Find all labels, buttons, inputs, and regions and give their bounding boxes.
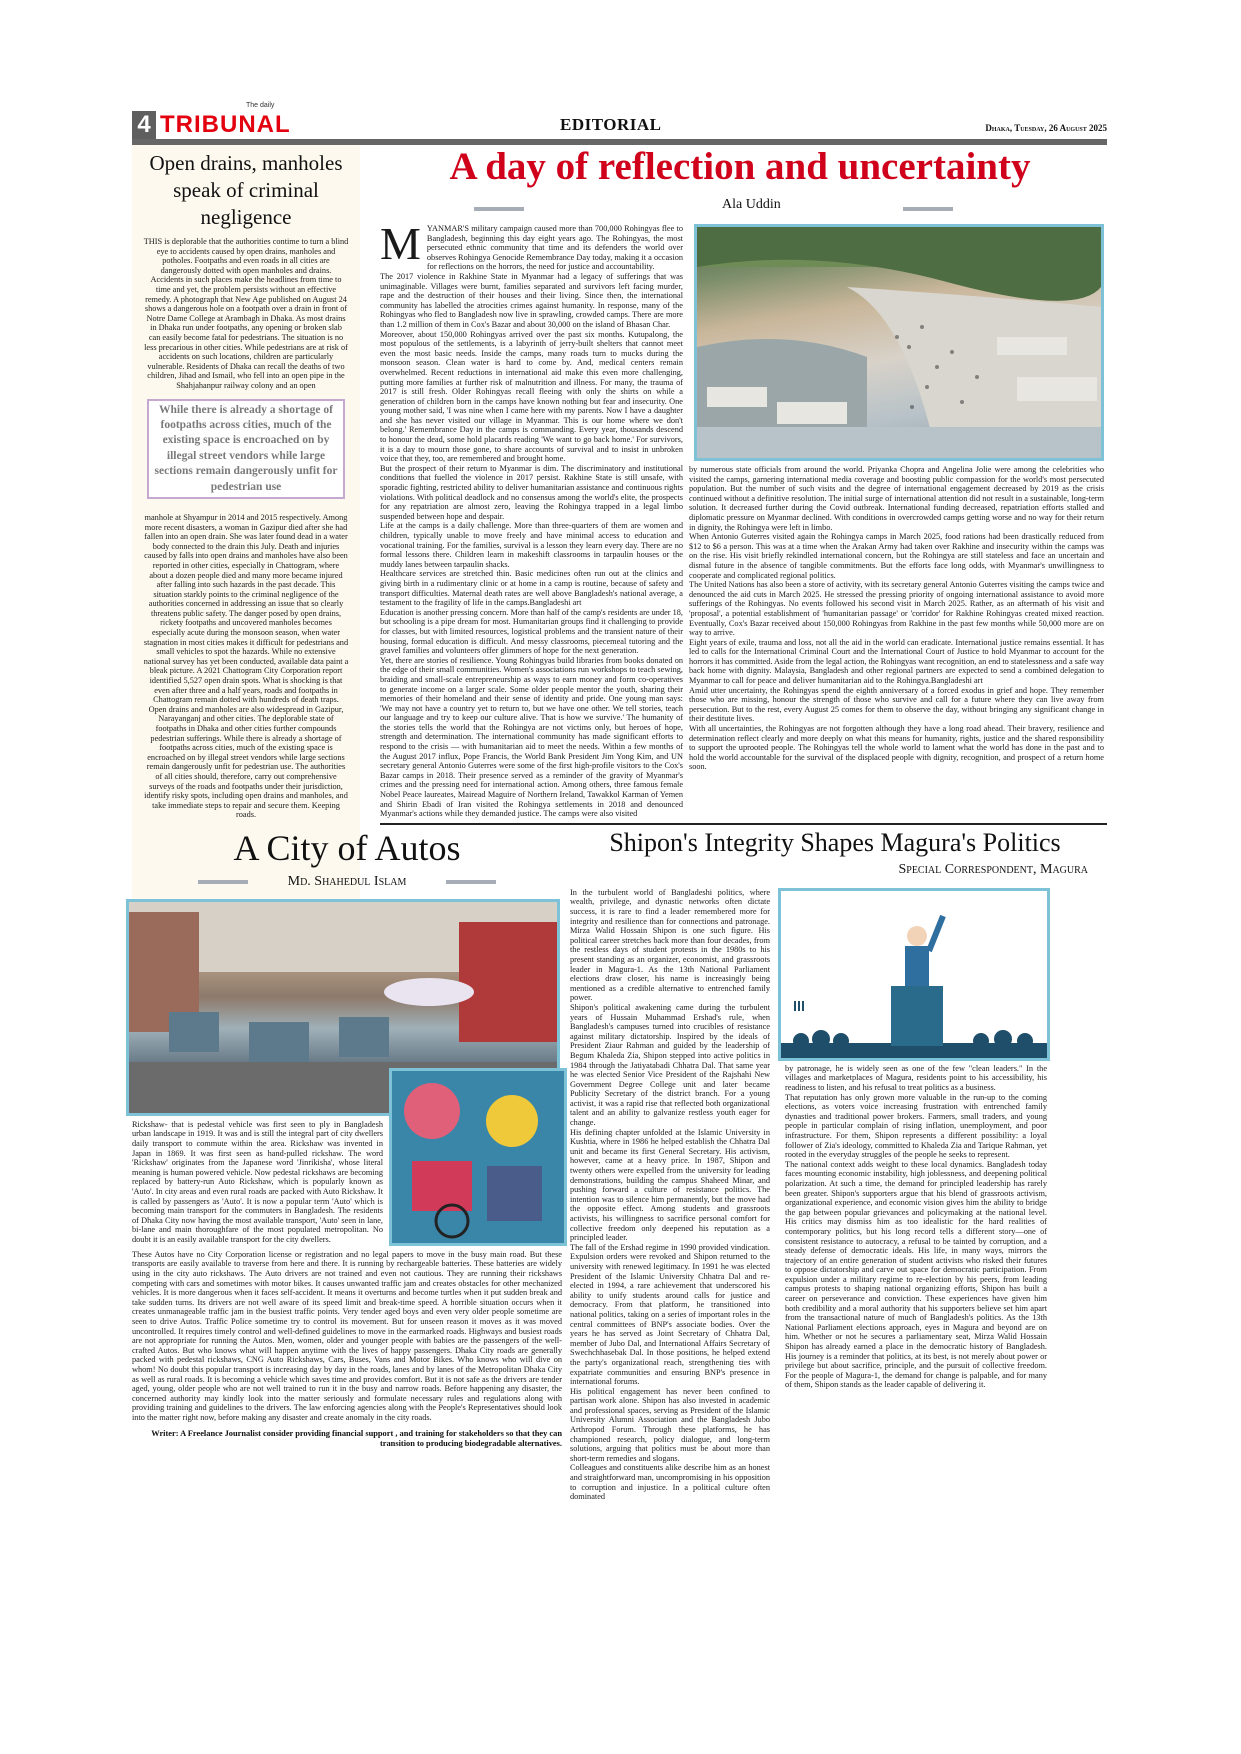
paragraph: by numerous state officials from around the world. Priyanka Chopra and Angelina Jolie were among the celebrities who visited the camps, garnering international media coverage and boosting public compassion for the world's most persecuted population. But the number of such visits and the degree of international engagement decreased by 2019 as the crisis continued without a definitive resolution. The initial surge of international attention did not result in a sustainable, long-term solution. It decreased further during the Covid outbreak. International funding decreased, repatriation efforts stalled and diplomatic pressure on Myanmar declined. With conditions in overcrowded camps getting worse and no way for their return in dignity, the Rohingya were left in limbo. <box>689 465 1104 532</box>
shipon-article-column-1 <box>570 888 770 1502</box>
sidebar-editorial-title: Open drains, manholes speak of criminal negligence <box>149 151 343 229</box>
shipon-article-byline: Special Correspondent, Magura <box>898 861 1088 877</box>
autos-article-body-part1: Rickshaw- that is pedestal vehicle was first seen to ply in Bangladesh urban landscape in 1919. It was and is still the integral part of city dwellers daily transport to commute within the area. Rickshaw was invented in Japan in 1869. It was first seen as hand-pulled rickshaw. The word 'Rickshaw' originates from the Japanese word 'Jinrikisha', whose literal meaning is human powered vehicle. Now pedestal rickshaws are becoming replaced by battery-run Auto Rickshaw, which is popularly known as 'Auto'. In city areas and even rural roads are packed with Auto Rickshaw. It is called by passengers as 'Auto'. It is now a popular term 'Auto' which is becoming main transport for the commuters in Bangladesh. The residents of Dhaka City now having the most available transport, 'Auto' seen in lane, bi-lane and main thoroughfare of the most populated metropolitan. No doubt it is an easily available transport for the city dwellers. <box>132 1119 383 1244</box>
masthead <box>132 100 1107 145</box>
shipon-article <box>570 825 1100 1502</box>
camp-photo-illustration <box>697 227 1101 458</box>
rickshaw-photo-illustration <box>392 1071 564 1243</box>
paragraph: Life at the camps is a daily challenge. More than three-quarters of them are women and children, typically unable to move freely and have minimal access to education and vocational training. For the families, survival is a lesson they learn every day. There are no formal lessons there. Children learn in makeshift classrooms in tarpaulin houses or the muddy lanes between tarpaulin shacks. <box>380 521 683 569</box>
paragraph: The 2017 violence in Rakhine State in Myanmar had a legacy of sufferings that was unimaginable. Villages were burnt, families separated and survivors left facing murder, rape and the destruction of their houses and their living. Since then, the international community has labelled the atrocities crimes against humanity. In response, many of the Rohingyas who fled to Bangladesh now live in sprawling, crowded camps. There are more than 1.2 million of them in Cox's Bazar and about 30,000 on the island of Bhasan Char. <box>380 271 683 329</box>
paragraph: The fall of the Ershad regime in 1990 provided vindication. Expulsion orders were revoked and Shipon returned to the university with renewed legitimacy. In 1991 he was elected President of the Islamic University Chhatra Dal and re-elected in 1994, a rare achievement that underscored his ability to unify students around calls for justice and democracy. From that platform, he transitioned into national politics, taking on a series of important roles in the central committees of BNP's associate bodies. Over the years he has served as Joint Secretary of Chhatra Dal, member of Jubo Dal, and International Affairs Secretary of Swechchhasebak Dal. In those positions, he helped extend the party's organizational reach, strengthening ties with expatriate communities and ensuring BNP's presence in international forums. <box>570 1242 770 1387</box>
paragraph: Yet, there are stories of resilience. Young Rohingyas build libraries from books donated on the edge of their small communities. Women's associations run workshops to teach sewing, braiding and small-scale entrepreneurship as ways to earn money and form co-operatives to generate income on a larger scale. Some older people mentor the youth, sharing their memories of their homeland and their sense of identity and pride. One young man says: 'We may not have a country yet to return to, but we have one other. We tell stories, teach our language and try to keep our culture alive. That is how we survive.' The humanity of the stories tells the world that the Rohingya are not victims only, but heroes of hope, strength and determination. The international community has made significant efforts to respond to the crisis — with humanitarian aid to meet the needs. Within a few months of the August 2017 influx, Pope Francis, the World Bank President Jim Yong Kim, and UN secretary general Antonio Guterres were some of the first high-profile visitors to the Cox's Bazar camps in 2018. Their presence served as a reminder of the gravity of Myanmar's crimes and the pressing need for international action. Among others, three famous female Nobel Peace laureates, Mairead Maguire of Northern Ireland, Tawakkol Karman of Yemen and Shirin Ebadi of Iran visited the Rohingya settlements in 2018 and denounced Myanmar's actions while they demanded justice. The camps were also visited <box>380 655 683 819</box>
paragraph: Healthcare services are stretched thin. Basic medicines often run out at the clinics and giving birth in a rudimentary clinic or at home in a camp is routine, because of safety and transport difficulties. Maternal death rates are well above Bangladesh's national average, a testament to the fragility of life in the camps.Bangladeshi art <box>380 569 683 608</box>
shipon-article-headline: Shipon's Integrity Shapes Magura's Politics <box>609 827 1061 857</box>
paragraph: But the prospect of their return to Myanmar is dim. The discriminatory and institutional conditions that fuelled the violence in 2017 persist. Rakhine State is still unsafe, with sporadic fighting, restricted ability to deliver humanitarian assistance and continuous rights violations. With political deadlock and no consensus among the world's elite, the prospects for any repatriation are almost zero, leaving the Rohingya trapped in a legal limbo suspended between hope and despair. <box>380 463 683 521</box>
autos-article-byline: Md. Shahedul Islam <box>287 874 407 890</box>
paragraph: His political engagement has never been confined to partisan work alone. Shipon has also invested in academic and professional spaces, serving as President of the Islamic University Alumni Association and the Bangladesh Jubo Arthropod Forum. Through these platforms, he has championed research, policy dialogue, and long-term solutions, arguing that politics must be about more than short-term remedies and slogans. <box>570 1386 770 1463</box>
main-article-headline: A day of reflection and uncertainty <box>449 145 1031 188</box>
paragraph: YANMAR'S military campaign caused more than 700,000 Rohingyas flee to Bangladesh, beginning this day eight years ago. The Rohingyas, the most persecuted ethnic community that time and its defenders the world over observes Rohingya Genocide Remembrance Day today, making it a occasion for reflections on the horrors, the need for justice and accountability. <box>426 224 683 272</box>
speaker-podium-illustration <box>781 891 1047 1058</box>
rickshaw-traffic-photo <box>389 1068 567 1246</box>
drop-cap: M <box>380 218 421 269</box>
paragraph: In the turbulent world of Bangladeshi politics, where wealth, privilege, and dynastic networks often dictate success, it is rare to find a leader remembered more for integrity and resilience than for connections and patronage. Mirza Walid Hossain Shipon is one such figure. His political career stretches back more than four decades, from the restless days of student protests in the 1980s to his present standing as an organizer, economist, and grassroots leader in Magura-1. As the 13th National Parliament elections draw closer, his name is increasingly being mentioned as a credible alternative to entrenched family power. <box>570 887 770 1003</box>
paragraph: Education is another pressing concern. More than half of the camp's residents are under 18, but schooling is a pipe dream for most. Humanitarian groups find it challenging to provide for classes, but with limited resources, logistical problems and the transient nature of their housing, formal education is difficult. And messy classrooms, piecemeal tutoring and the gravel families and volunteers offer glimmers of hope for the next generation. <box>380 607 683 656</box>
paragraph: With all uncertainties, the Rohingyas are not forgotten although they have a long road ahead. Their bravery, resilience and determination reflect clearly and more deeply on what this means for humanity, rights, justice and the shared responsibility to support the uprooted people. The Rohingyas tell the whole world to lament what the world has done in the past and to hold the world accountable for the survival of the displaced people with dignity, recognition, and prospect of a return home soon. <box>689 724 1104 772</box>
paragraph: Eight years of exile, trauma and loss, not all the aid in the world can eradicate. International justice remains essential. It has led to calls for the International Criminal Court and the International Court of Justice to hold Myanmar to account for the horrors it has committed. Aside from the legal action, the Rohingyas want recognition, an end to statelessness and a safe way back home with dignity. Malaysia, Bangladesh and other regional partners are expected to send a combined delegation to Myanmar to call for peace and deliver humanitarian aid to the Rohingya.Bangladeshi art <box>689 637 1104 686</box>
byline-rule-left <box>198 880 248 884</box>
shipon-article-column-2 <box>785 1064 1047 1390</box>
sidebar-pullquote: While there is already a shortage of footpaths across cities, much of the existing space is encroached on by illegal street vendors while large sections remain dangerously unfit for pedestrian use <box>147 399 345 499</box>
paragraph: That reputation has only grown more valuable in the run-up to the coming elections, as voters voice increasing frustration with entrenched family dynasties and traditional power brokers. Farmers, small traders, and young people in particular complain of rising inflation, unemployment, and poor infrastructure. For them, Shipon represents a different possibility: a loyal follower of Zia's ideology, committed to Khaleda Zia and Tarique Rahman, yet rooted in the everyday struggles of the people he seeks to represent. <box>785 1092 1047 1160</box>
byline-rule-left <box>474 207 524 211</box>
autos-article-body-part2: These Autos have no City Corporation license or registration and no legal papers to move in the busy main road. But these transports are easily available to traverse from here and there. It is running by rechargeable batteries. These batteries are widely using in the city auto rickshaws. The Auto drivers are not trained and even not cautious. They are running their rickshaws competing with cars and sometimes with motor bikes. It causes unwanted traffic jam and creates obstacles for other mechanized vehicles. It is more dangerous when it faces self-accident. It means it overturns and become turtles when it put sudden break and take sudden turns. Its drivers are not well aware of its speed limit and break-time speed. A horrible situation occurs when it creates unmanageable traffic jam in the busiest traffic points. Very tender aged boys and even very older people sometime are seen to drive Autos. Traffic Police sometime try to control its movement. But for unseen reason it moves as it was moved uncontrolled. It requires timely control and well-defined guidelines to move in the earmarked roads. Highways and busiest roads are not appropriate for running the Autos. Men, women, older and younger people with babies are the passengers of the well-crafted Autos. But who knows what will happen anytime with the lives of happy passengers. Dhaka City roads are generally packed with pedestal rickshaws, CNG Auto Rickshaws, Cars, Buses, Vans and Motor Bikes. Who knows who will dive on whom! No doubt this popular transport is increasing day by day in the roads, lanes and by lanes of the Metropolitan Dhaka City as well as rural roads. It is becoming a vehicle which saves time and provides comfort. But it is not safe as the drivers are tender aged, young, older people who are not well trained to run it in the busy and narrow roads. Before happening any disaster, the concerned authority may kindly look into the matter seriously and formulate necessary rules and regulations along with providing training and guidelines to the drivers. The law enforcing agencies along with the People's Representatives should look into the matter right now, before making any disaster and create anomaly in the city roads. <box>132 1249 562 1422</box>
paragraph: Moreover, about 150,000 Rohingyas arrived over the past six months. Kutupalong, the most populous of the settlements, is a labyrinth of jerry-built shelters that cannot meet even the most basic needs. Inside the camps, many roads turn to mucks during the monsoon season. Clean water is hard to come by. And, medical centers remain overwhelmed. Recent reductions in international aid make this even more challenging, putting more families at further risk of malnutrition and illness. For many, the trauma of 2017 is still fresh. Older Rohingyas recall fleeing with only the shirts on while a generation of children born in the camps have known nothing but fear and insecurity. One young mother said, 'I was nine when I came here with my parents. Now I have a daughter and she has never visited our village in Myanmar. This is our home where we don't belong.' Remembrance Day in the camps is commanding. Every year, thousands descend to honour the dead, some hold placards reading 'We want to go back home.' For survivors, it is a day to mourn those gone, to share accounts of survival and to insist in unbroken voice that they, too, are remembered and brought home. <box>380 329 683 464</box>
main-article-byline: Ala Uddin <box>722 197 781 212</box>
paragraph: The national context adds weight to these local dynamics. Bangladesh today faces mounting economic instability, high joblessness, and deepening political polarization. At such a time, the demand for principled leadership has rarely been greater. Shipon's supporters argue that his blend of grassroots activism, organizational experience, and economic vision gives him the ability to bridge the gap between popular grievances and policymaking at the national level. His critics may dismiss him as too idealistic for the hard realities of contemporary politics, but his long record tells a different story—one of consistent resistance to autocracy, a refusal to be tainted by corruption, and a steady defense of democratic ideals. His life, in many ways, mirrors the trajectory of an entire generation of student activists who risked their futures to oppose dictatorship and carve out space for democratic participation. From expulsion under a military regime to re-election by his peers, from leading campus protests to shaping national organizing efforts, Shipon has built a career on perseverance and conviction. These experiences have given him both credibility and a moral authority that his supporters believe set him apart from the transactional nature of much of Bangladesh's politics. As the 13th National Parliament elections approach, eyes in Magura and beyond are on him. Whether or not he secures a parliamentary seat, Mirza Walid Hossain Shipon has already earned a place in the democratic history of Bangladesh. His journey is a reminder that politics, at its best, is not merely about power or privilege but about sacrifice, principle, and the pursuit of collective freedom. For the people of Magura-1, the demand for change is palpable, and for many of them, Shipon stands as the leader capable of delivering it. <box>785 1159 1047 1390</box>
dateline: Dhaka, Tuesday, 26 August 2025 <box>985 123 1107 133</box>
paragraph: His defining chapter unfolded at the Islamic University in Kushtia, where in 1986 he helped establish the Chhatra Dal unit and became its first General Secretary. His activism, however, came at a heavy price. In 1987, Shipon and twenty others were expelled from the university for leading demonstrations, building the campus Shaheed Minar, and pushing forward a culture of resistance politics. The intention was to silence him permanently, but the move had the opposite effect. Among students and grassroots activists, his willingness to sacrifice personal comfort for collective freedom only deepened his reputation as a principled leader. <box>570 1127 770 1243</box>
paragraph: by patronage, he is widely seen as one of the few "clean leaders." In the villages and marketplaces of Magura, residents point to his accessibility, his readiness to listen, and his refusal to treat politics as a business. <box>785 1063 1047 1092</box>
politician-speech-illustration <box>778 888 1050 1061</box>
autos-article-headline: A City of Autos <box>233 827 461 868</box>
sidebar-editorial-body-part2: manhole at Shyampur in 2014 and 2015 respectively. Among more recent disasters, a woman in Gazipur died after she had fallen into an open drain. She was later found dead in a water body connected to the drain this July. Death and injuries caused by falls into open drains and manholes have also been reported in other cities, especially in Chattogram, where about a dozen people died and many more became injured after falling into such hazards in the past decade. This situation starkly points to the criminal negligence of the authorities concerned in addressing an issue that so clearly threatens public safety. The danger posed by open drains, rickety footpaths and uncovered manholes becomes especially acute during the monsoon season, when water stagnation in most cities makes it difficult for pedestrians and small vehicles to spot the hazards. While no extensive national survey has yet been conducted, available data paint a bleak picture. A 2021 Chattogram City Corporation report identified 5,527 open drain spots. What is shocking is that even after three and a half years, roads and footpaths in Chattogram remain dotted with hundreds of death traps. Open drains and manholes are also widespread in Gazipur, Narayanganj and other cities. The deplorable state of footpaths in Dhaka and other cities further compounds pedestrian sufferings. While there is already a shortage of footpaths across cities, much of the existing space is encroached on by illegal street vendors while large sections remain dangerously unfit for pedestrian use. The authorities of all cities should, therefore, carry out comprehensive surveys of the roads and footpaths under their jurisdiction, identify risky spots, including open drains and manholes, and take immediate steps to repair and secure them. Keeping roads. <box>143 512 349 820</box>
logo-tagline: The daily <box>246 102 275 109</box>
newspaper-logo <box>160 100 300 139</box>
logo-brand-name: TRIBUNAL <box>160 111 291 138</box>
main-article-column-2 <box>689 465 1104 772</box>
paragraph: Colleagues and constituents alike describe him as an honest and straightforward man, uncompromising in his opposition to corruption and injustice. In a political culture often dominated <box>570 1463 770 1502</box>
page-number: 4 <box>132 111 156 139</box>
paragraph: Amid utter uncertainty, the Rohingyas spend the eighth anniversary of a forced exodus in grief and hope. They remember those who are missing, honour the strength of those who survive and call for a future where they can live away from persecution. But to the rest, every August 25 comes for them to observe the day, without bringing any significant change in their destitute lives. <box>689 685 1104 724</box>
section-label: EDITORIAL <box>560 115 662 134</box>
rohingya-camp-photo <box>694 224 1104 461</box>
sidebar-editorial-body-part1: THIS is deplorable that the authorities contime to turn a blind eye to accidents caused by open drains, manholes and potholes. Footpaths and even roads in all cities are dangerously dotted with open manholes and drains. Accidents in such places make the headlines from time to time and yet, the problem persists without an effective remedy. A photograph that New Age published on August 24 shows a dangerous hole on a footpath over a drain in front of Notre Dame College at Arambagh in Dhaka. As most drains in Dhaka run under footpaths, any opening or broken slab can easily become fatal for pedestrians. The situation is no less precarious in other cities. While pedestrians are at risk of accidents on such locations, children are particularly vulnerable. Residents of Dhaka can recall the deaths of two children, Jihad and Ismail, who fell into an open pipe in the Shahjahanpur railway colony and an open <box>143 237 349 390</box>
byline-rule-right <box>446 880 496 884</box>
byline-rule-right <box>903 207 953 211</box>
main-article-column-1 <box>380 218 683 819</box>
paragraph: Shipon's political awakening came during the turbulent years of Hussain Muhammad Ershad's rule, when Bangladesh's campuses turned into crucibles of resistance against military dictatorship. Inspired by the ideals of President Ziaur Rahman and guided by the leadership of Begum Khaleda Zia, Shipon stepped into active politics in 1984 through the Jatiyatabadi Chhatra Dal. That same year he was elected Senior Vice President of the Rajshahi New Government Degree College unit and later became Publicity Secretary of the district branch. For a young activist, it was a rapid rise that reflected both organizational talent and an ability to galvanize restless youth eager for change. <box>570 1002 770 1128</box>
autos-article <box>132 825 562 1449</box>
writer-note: Writer: A Freelance Journalist consider providing financial support , and training for stakeholders so that they can transition to producing biodegradable alternatives. <box>151 1428 562 1448</box>
paragraph: When Antonio Guterres visited again the Rohingya camps in March 2025, food rations had been drastically reduced from $12 to $6 a person. This was at a time when the Arakan Army had taken over Rakhine and insecurity within the camps was on the rise. His visit briefly rekindled international concern, but the Rohingya are still stateless and face an uncertain and dismal future in the absence of tangible commitments. But the efforts face long odds, with Myanmar's unwillingness to cooperate and complicated regional politics. <box>689 532 1104 580</box>
paragraph: The United Nations has also been a store of activity, with its secretary general Antonio Guterres visiting the camps twice and denounced the aid cuts in March 2025. He stressed the pressing priority of ongoing international assistance to avoid more sufferings of the Rohingyas. No events followed his second visit in March 2025. Rather, as an aftermath of his visit and 'proposal', a potential establishment of 'humanitarian passage' or 'corridor' for Rakhine Rohingyas created mixed reaction. Eventually, Cox's Bazar received about 150,000 Rohingyas from Rakhine in the past few months while 50,000 more are on way to arrive. <box>689 580 1104 638</box>
